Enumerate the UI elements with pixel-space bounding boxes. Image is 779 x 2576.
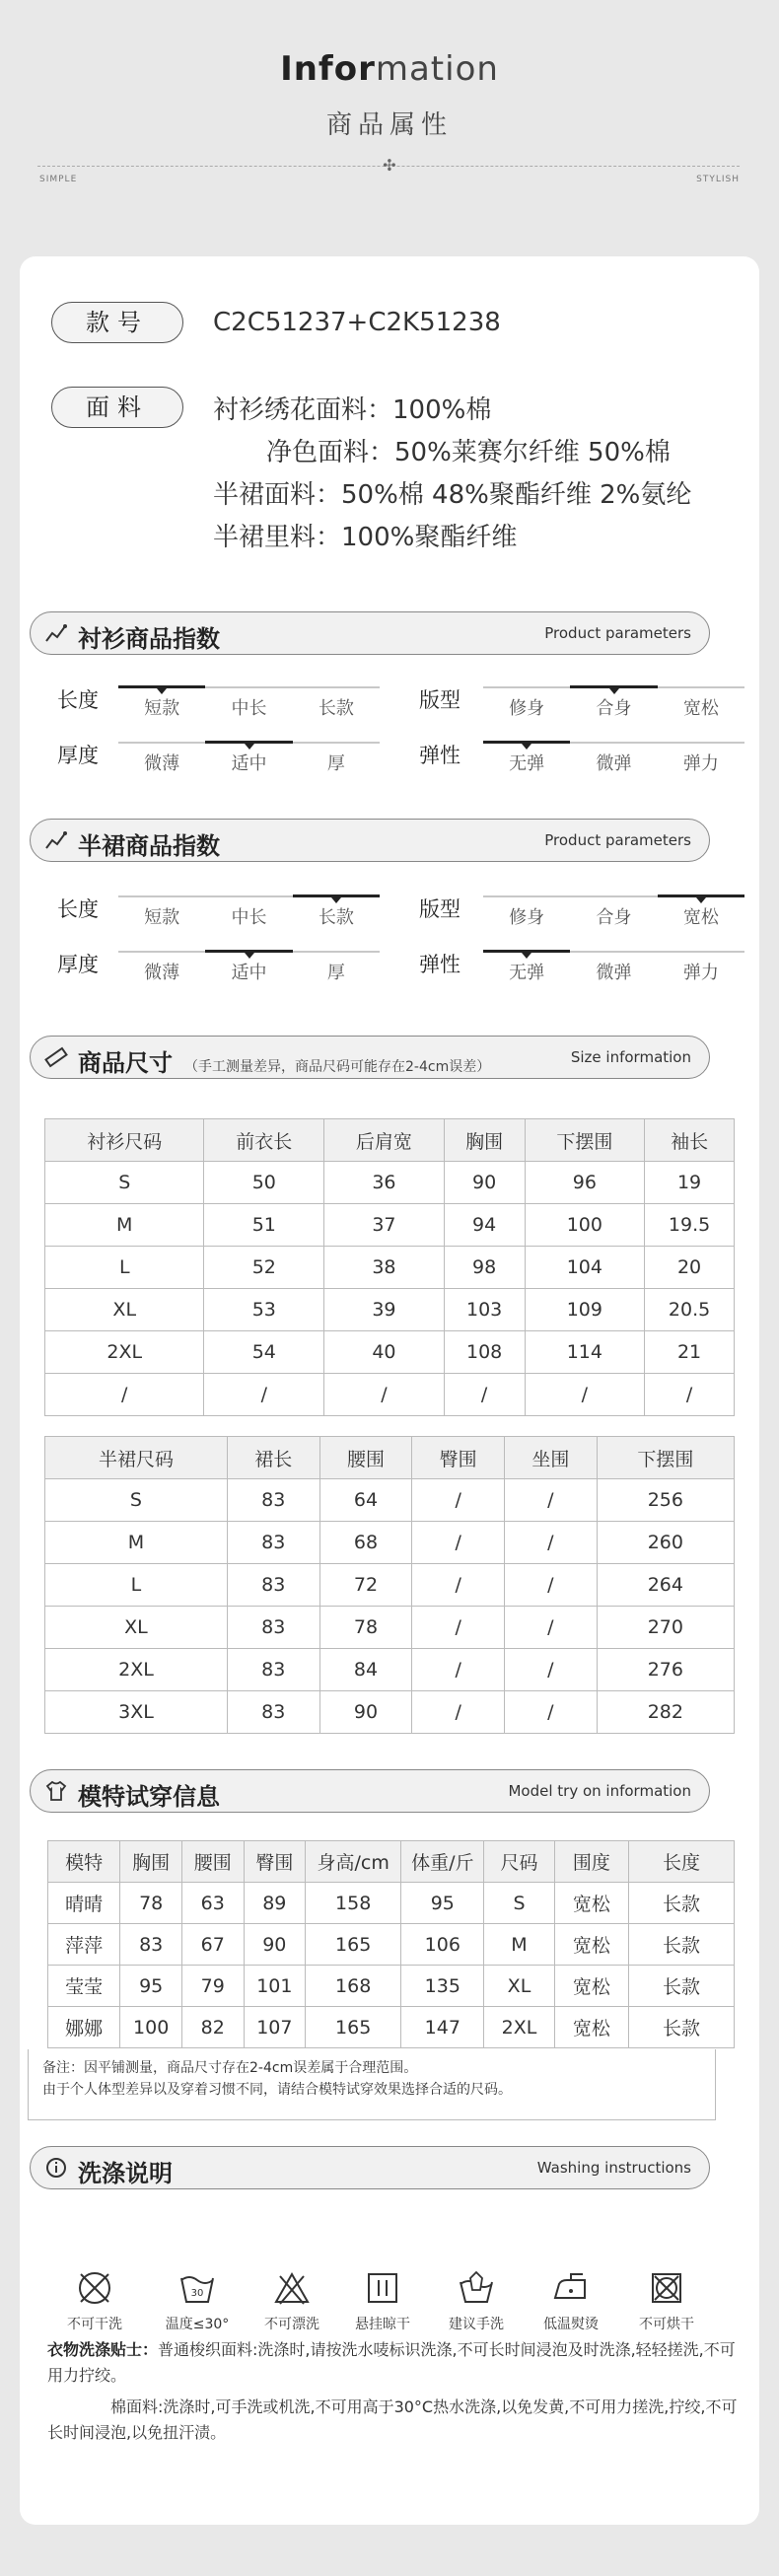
table-cell: 103 [444, 1289, 525, 1331]
table-cell: 19 [645, 1162, 735, 1204]
column-header: 袖长 [645, 1119, 735, 1162]
table-cell: 52 [204, 1247, 324, 1289]
table-cell: 165 [306, 2007, 401, 2048]
table-cell: 莹莹 [48, 1966, 120, 2007]
trend-line-icon [44, 621, 68, 645]
shirt-icon [44, 1779, 68, 1803]
table-cell: 147 [401, 2007, 484, 2048]
column-header: 围度 [554, 1841, 629, 1883]
table-cell: 67 [181, 1924, 244, 1966]
table-cell: 107 [244, 2007, 306, 2048]
shirt-index-header [30, 611, 710, 655]
table-cell: 256 [597, 1479, 734, 1522]
table-cell: 101 [244, 1966, 306, 2007]
param-label: 厚度 [57, 744, 99, 767]
table-cell: 94 [444, 1204, 525, 1247]
table-cell: M [484, 1924, 554, 1966]
param-label: 厚度 [57, 953, 99, 976]
table-header-row [45, 1119, 735, 1162]
header-title: Information [280, 49, 499, 89]
table-cell: / [504, 1691, 597, 1734]
table-cell: 2XL [45, 1331, 204, 1374]
wash-label: 建议手洗 [449, 2317, 504, 2332]
table-cell: 20.5 [645, 1289, 735, 1331]
table-cell: 276 [597, 1649, 734, 1691]
table-row [45, 1289, 735, 1331]
column-header: 身高/cm [306, 1841, 401, 1883]
table-cell: 83 [227, 1607, 319, 1649]
table-row [45, 1247, 735, 1289]
shirt-index-title: 衬衫商品指数 [78, 625, 220, 653]
table-cell: 96 [525, 1162, 645, 1204]
scale-option: 长款 [318, 698, 354, 719]
fabric-line: 净色面料：50%莱赛尔纤维 50%棉 [266, 438, 671, 467]
table-cell: 64 [319, 1479, 412, 1522]
no-dry-clean-icon [55, 2268, 134, 2333]
column-header: 臀围 [412, 1437, 505, 1479]
wash-section-header [30, 2146, 710, 2189]
column-header: 前衣长 [204, 1119, 324, 1162]
scale-option: 合身 [596, 907, 632, 928]
model-table [47, 1840, 735, 2048]
table-cell: 90 [319, 1691, 412, 1734]
table-cell: 19.5 [645, 1204, 735, 1247]
table-cell: / [412, 1691, 505, 1734]
param-label: 长度 [57, 897, 99, 921]
table-row [45, 1162, 735, 1204]
table-row [45, 1204, 735, 1247]
table-header-row [48, 1841, 735, 1883]
table-cell: 95 [401, 1883, 484, 1924]
table-cell: 168 [306, 1966, 401, 2007]
table-cell: M [45, 1522, 228, 1564]
scale-option: 微弹 [596, 963, 632, 983]
fabric-line: 衬衫绣花面料：100%棉 [213, 395, 492, 425]
scale-option: 短款 [144, 698, 180, 719]
table-row [45, 1331, 735, 1374]
table-cell: 50 [204, 1162, 324, 1204]
table-cell: / [525, 1374, 645, 1416]
table-cell: 100 [525, 1204, 645, 1247]
table-cell: 长款 [629, 2007, 735, 2048]
model-note-line: 备注：因平铺测量，商品尺寸存在2-4cm误差属于合理范围。 [42, 2060, 418, 2076]
table-cell: / [444, 1374, 525, 1416]
scale-option: 适中 [231, 753, 267, 774]
table-cell: 40 [324, 1331, 445, 1374]
table-cell: 82 [181, 2007, 244, 2048]
column-header: 下摆围 [597, 1437, 734, 1479]
skirt-index-title: 半裙商品指数 [78, 832, 220, 860]
table-cell: 165 [306, 1924, 401, 1966]
table-cell: 104 [525, 1247, 645, 1289]
scale-option: 中长 [231, 907, 267, 928]
header-subtitle: 商品属性 [325, 110, 453, 140]
right-tag: STYLISH [696, 175, 740, 184]
crosshair-icon: ✣ [383, 156, 396, 175]
column-header: 胸围 [444, 1119, 525, 1162]
table-cell: 宽松 [554, 1883, 629, 1924]
table-cell: 90 [444, 1162, 525, 1204]
size-section-title: 商品尺寸 （手工测量差异，商品尺码可能存在2-4cm误差） [78, 1049, 491, 1077]
table-cell: / [412, 1649, 505, 1691]
param-label: 版型 [419, 688, 460, 712]
table-cell: L [45, 1247, 204, 1289]
column-header: 模特 [48, 1841, 120, 1883]
scale-option: 适中 [231, 963, 267, 983]
table-cell: 282 [597, 1691, 734, 1734]
table-row [45, 1374, 735, 1416]
column-header: 体重/斤 [401, 1841, 484, 1883]
table-cell: 39 [324, 1289, 445, 1331]
table-cell: 长款 [629, 1966, 735, 2007]
ruler-icon [44, 1045, 68, 1069]
table-cell: 158 [306, 1883, 401, 1924]
scale-option: 宽松 [682, 907, 719, 928]
table-cell: 长款 [629, 1924, 735, 1966]
low-iron-icon [531, 2268, 610, 2333]
model-section-title: 模特试穿信息 [78, 1783, 220, 1811]
scale-option: 微弹 [596, 753, 632, 774]
size-note: （手工测量差异，商品尺码可能存在2-4cm误差） [184, 1059, 491, 1075]
table-cell: 264 [597, 1564, 734, 1607]
scale-option: 微薄 [144, 753, 180, 774]
table-row [45, 1649, 735, 1691]
table-cell: 260 [597, 1522, 734, 1564]
table-cell: / [412, 1522, 505, 1564]
table-cell: / [412, 1564, 505, 1607]
table-row [45, 1479, 735, 1522]
wash-tip-1: 衣物洗涤贴士：普通梭织面料:洗涤时,请按洗水唛标识洗涤,不可长时间浸泡及时洗涤,轻轻搓洗,不可用力拧绞。 [47, 2340, 736, 2385]
no-bleach-icon [252, 2268, 331, 2333]
page-header [0, 0, 779, 247]
scale-option: 无弹 [509, 963, 545, 983]
wash-label: 低温熨烫 [543, 2317, 599, 2332]
table-cell: S [45, 1162, 204, 1204]
svg-text:30: 30 [190, 2288, 204, 2299]
scale-option: 修身 [509, 698, 545, 719]
table-cell: 79 [181, 1966, 244, 2007]
table-cell: 53 [204, 1289, 324, 1331]
wash-label: 不可干洗 [67, 2317, 122, 2332]
table-cell: S [484, 1883, 554, 1924]
table-cell: / [412, 1479, 505, 1522]
table-cell: 83 [227, 1564, 319, 1607]
table-cell: / [504, 1564, 597, 1607]
table-cell: 270 [597, 1607, 734, 1649]
model-section-header [30, 1769, 710, 1813]
shirt-size-table [44, 1118, 735, 1416]
style-value: C2C51237+C2K51238 [213, 308, 501, 337]
hang-dry-icon [343, 2268, 422, 2333]
table-row [45, 1607, 735, 1649]
table-row [48, 1966, 735, 2007]
column-header: 半裙尺码 [45, 1437, 228, 1479]
skirt-index-en: Product parameters [544, 831, 691, 849]
scale-option: 无弹 [509, 753, 545, 774]
size-section-header [30, 1036, 710, 1079]
table-cell: 83 [227, 1522, 319, 1564]
trend-line-icon [44, 828, 68, 852]
model-notes [28, 2049, 716, 2120]
param-label: 弹性 [419, 953, 460, 976]
column-header: 腰围 [181, 1841, 244, 1883]
table-cell: 78 [319, 1607, 412, 1649]
table-cell: / [504, 1649, 597, 1691]
table-row [48, 1924, 735, 1966]
table-cell: 106 [401, 1924, 484, 1966]
hand-wash-icon [437, 2268, 516, 2333]
table-cell: 宽松 [554, 2007, 629, 2048]
table-cell: 83 [227, 1691, 319, 1734]
table-cell: 68 [319, 1522, 412, 1564]
scale-option: 宽松 [682, 698, 719, 719]
column-header: 坐围 [504, 1437, 597, 1479]
style-label: 款号 [51, 302, 183, 343]
table-cell: / [504, 1522, 597, 1564]
fabric-label: 面料 [51, 387, 183, 428]
fabric-line: 半裙面料：50%棉 48%聚酯纤维 2%氨纶 [213, 480, 692, 510]
table-cell: 108 [444, 1331, 525, 1374]
table-cell: 36 [324, 1162, 445, 1204]
table-cell: / [412, 1607, 505, 1649]
table-row [45, 1564, 735, 1607]
table-cell: / [645, 1374, 735, 1416]
scale-option: 弹力 [682, 963, 719, 983]
table-cell: 83 [120, 1924, 182, 1966]
shirt-index-en: Product parameters [544, 624, 691, 642]
table-row [45, 1522, 735, 1564]
info-icon [44, 2156, 68, 2180]
table-cell: 90 [244, 1924, 306, 1966]
table-cell: 20 [645, 1247, 735, 1289]
table-cell: S [45, 1479, 228, 1522]
table-cell: 78 [120, 1883, 182, 1924]
table-cell: 72 [319, 1564, 412, 1607]
table-cell: 100 [120, 2007, 182, 2048]
table-cell: 98 [444, 1247, 525, 1289]
param-label: 弹性 [419, 744, 460, 767]
table-cell: 109 [525, 1289, 645, 1331]
table-cell: XL [484, 1966, 554, 2007]
scale-option: 厚 [326, 963, 345, 983]
column-header: 衬衫尺码 [45, 1119, 204, 1162]
table-cell: 3XL [45, 1691, 228, 1734]
table-cell: 娜娜 [48, 2007, 120, 2048]
table-cell: / [45, 1374, 204, 1416]
column-header: 胸围 [120, 1841, 182, 1883]
table-cell: / [504, 1479, 597, 1522]
column-header: 下摆围 [525, 1119, 645, 1162]
table-cell: 晴晴 [48, 1883, 120, 1924]
table-cell: 51 [204, 1204, 324, 1247]
column-header: 腰围 [319, 1437, 412, 1479]
table-cell: L [45, 1564, 228, 1607]
table-cell: XL [45, 1607, 228, 1649]
table-cell: / [324, 1374, 445, 1416]
table-cell: 萍萍 [48, 1924, 120, 1966]
wash-30-icon [158, 2268, 237, 2333]
param-label: 长度 [57, 688, 99, 712]
table-cell: / [504, 1607, 597, 1649]
wash-tip-2: 棉面料:洗涤时,可手洗或机洗,不可用高于30°C热水洗涤,以免发黄,不可用力搓洗,拧绞,不可长时间浸泡,以免扭汗渍。 [47, 2397, 738, 2442]
wash-label: 悬挂晾干 [355, 2317, 410, 2332]
table-header-row [45, 1437, 735, 1479]
table-cell: 2XL [45, 1649, 228, 1691]
column-header: 后肩宽 [324, 1119, 445, 1162]
scale-option: 短款 [144, 907, 180, 928]
scale-option: 厚 [326, 753, 345, 774]
scale-option: 微薄 [144, 963, 180, 983]
skirt-size-table [44, 1436, 735, 1734]
table-cell: 宽松 [554, 1966, 629, 2007]
wash-label: 不可烘干 [639, 2317, 694, 2332]
wash-label: 不可漂洗 [264, 2317, 319, 2332]
scale-option: 长款 [318, 907, 354, 928]
table-cell: 89 [244, 1883, 306, 1924]
table-row [48, 1883, 735, 1924]
fabric-line: 半裙里料：100%聚酯纤维 [213, 523, 518, 552]
table-cell: 83 [227, 1649, 319, 1691]
column-header: 臀围 [244, 1841, 306, 1883]
wash-label: 温度≤30° [165, 2317, 230, 2332]
scale-option: 合身 [596, 698, 632, 719]
table-cell: 38 [324, 1247, 445, 1289]
table-cell: M [45, 1204, 204, 1247]
table-cell: 21 [645, 1331, 735, 1374]
table-cell: 54 [204, 1331, 324, 1374]
scale-option: 中长 [231, 698, 267, 719]
wash-tip-title: 衣物洗涤贴士： [47, 2340, 159, 2359]
size-section-en: Size information [570, 1048, 691, 1066]
table-cell: 长款 [629, 1883, 735, 1924]
table-cell: 37 [324, 1204, 445, 1247]
table-row [45, 1691, 735, 1734]
scale-option: 修身 [509, 907, 545, 928]
model-note-line: 由于个人体型差异以及穿着习惯不同，请结合模特试穿效果选择合适的尺码。 [42, 2082, 512, 2098]
table-cell: 95 [120, 1966, 182, 2007]
no-tumble-dry-icon [627, 2268, 706, 2333]
column-header: 尺码 [484, 1841, 554, 1883]
column-header: 长度 [629, 1841, 735, 1883]
table-cell: / [204, 1374, 324, 1416]
left-tag: SIMPLE [39, 175, 78, 184]
table-cell: 宽松 [554, 1924, 629, 1966]
table-cell: 114 [525, 1331, 645, 1374]
table-cell: 2XL [484, 2007, 554, 2048]
model-section-en: Model try on information [508, 1782, 691, 1800]
table-cell: 63 [181, 1883, 244, 1924]
table-row [48, 2007, 735, 2048]
table-cell: 83 [227, 1479, 319, 1522]
table-cell: 84 [319, 1649, 412, 1691]
param-label: 版型 [419, 897, 460, 921]
skirt-index-header [30, 819, 710, 862]
wash-section-en: Washing instructions [536, 2159, 691, 2177]
table-cell: XL [45, 1289, 204, 1331]
table-cell: 135 [401, 1966, 484, 2007]
scale-option: 弹力 [682, 753, 719, 774]
column-header: 裙长 [227, 1437, 319, 1479]
wash-section-title: 洗涤说明 [78, 2160, 173, 2187]
